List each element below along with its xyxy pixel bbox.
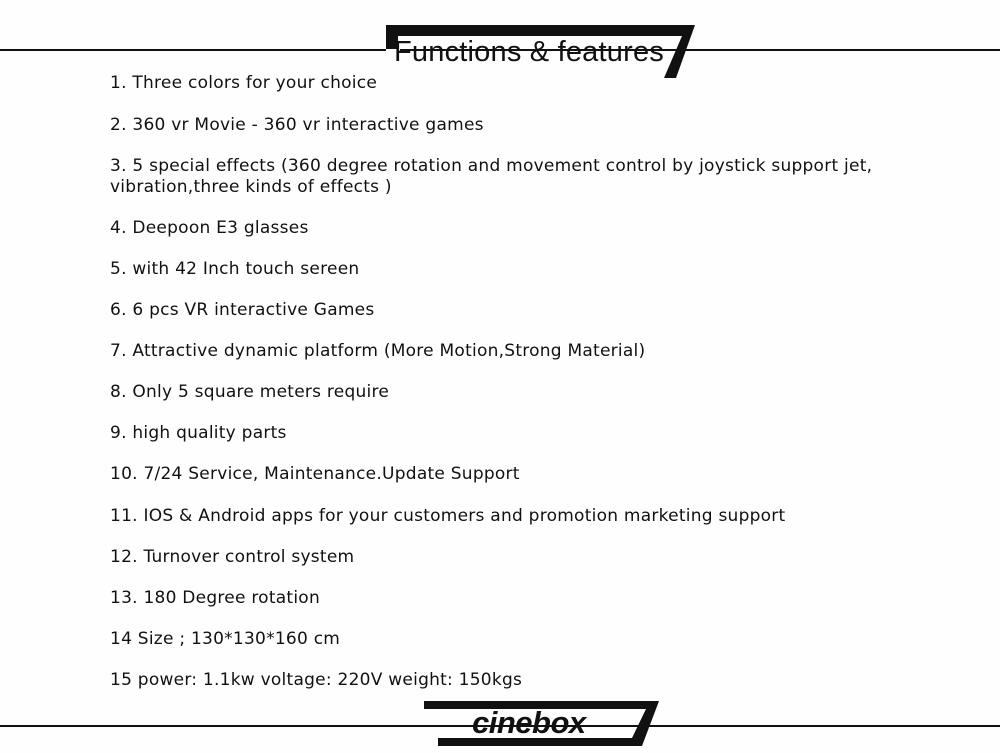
feature-item-10: 10. 7/24 Service, Maintenance.Update Support (110, 464, 520, 484)
feature-item-2: 2. 360 vr Movie - 360 vr interactive games (110, 115, 484, 135)
feature-item-12: 12. Turnover control system (110, 547, 355, 567)
feature-item-3: 3. 5 special effects (360 degree rotation and movement control by joystick support jet, vibration,three kinds of effects ) (110, 156, 873, 197)
cinebox-logo: cinebox (472, 705, 586, 740)
page-title: Functions & features (394, 36, 664, 68)
feature-item-11: 11. IOS & Android apps for your customers and promotion marketing support (110, 506, 786, 526)
footer-logo-banner (424, 700, 660, 748)
feature-item-15: 15 power: 1.1kw voltage: 220V weight: 150kgs (110, 670, 523, 690)
feature-item-13: 13. 180 Degree rotation (110, 588, 320, 608)
feature-item-7: 7. Attractive dynamic platform (More Motion,Strong Material) (110, 341, 646, 361)
feature-item-8: 8. Only 5 square meters require (110, 382, 390, 402)
feature-item-6: 6. 6 pcs VR interactive Games (110, 300, 375, 320)
feature-item-4: 4. Deepoon E3 glasses (110, 218, 309, 238)
feature-item-5: 5. with 42 Inch touch sereen (110, 259, 360, 279)
feature-item-14: 14 Size ; 130*130*160 cm (110, 629, 341, 649)
feature-item-9: 9. high quality parts (110, 423, 287, 443)
feature-item-1: 1. Three colors for your choice (110, 73, 378, 93)
title-banner (386, 24, 696, 80)
